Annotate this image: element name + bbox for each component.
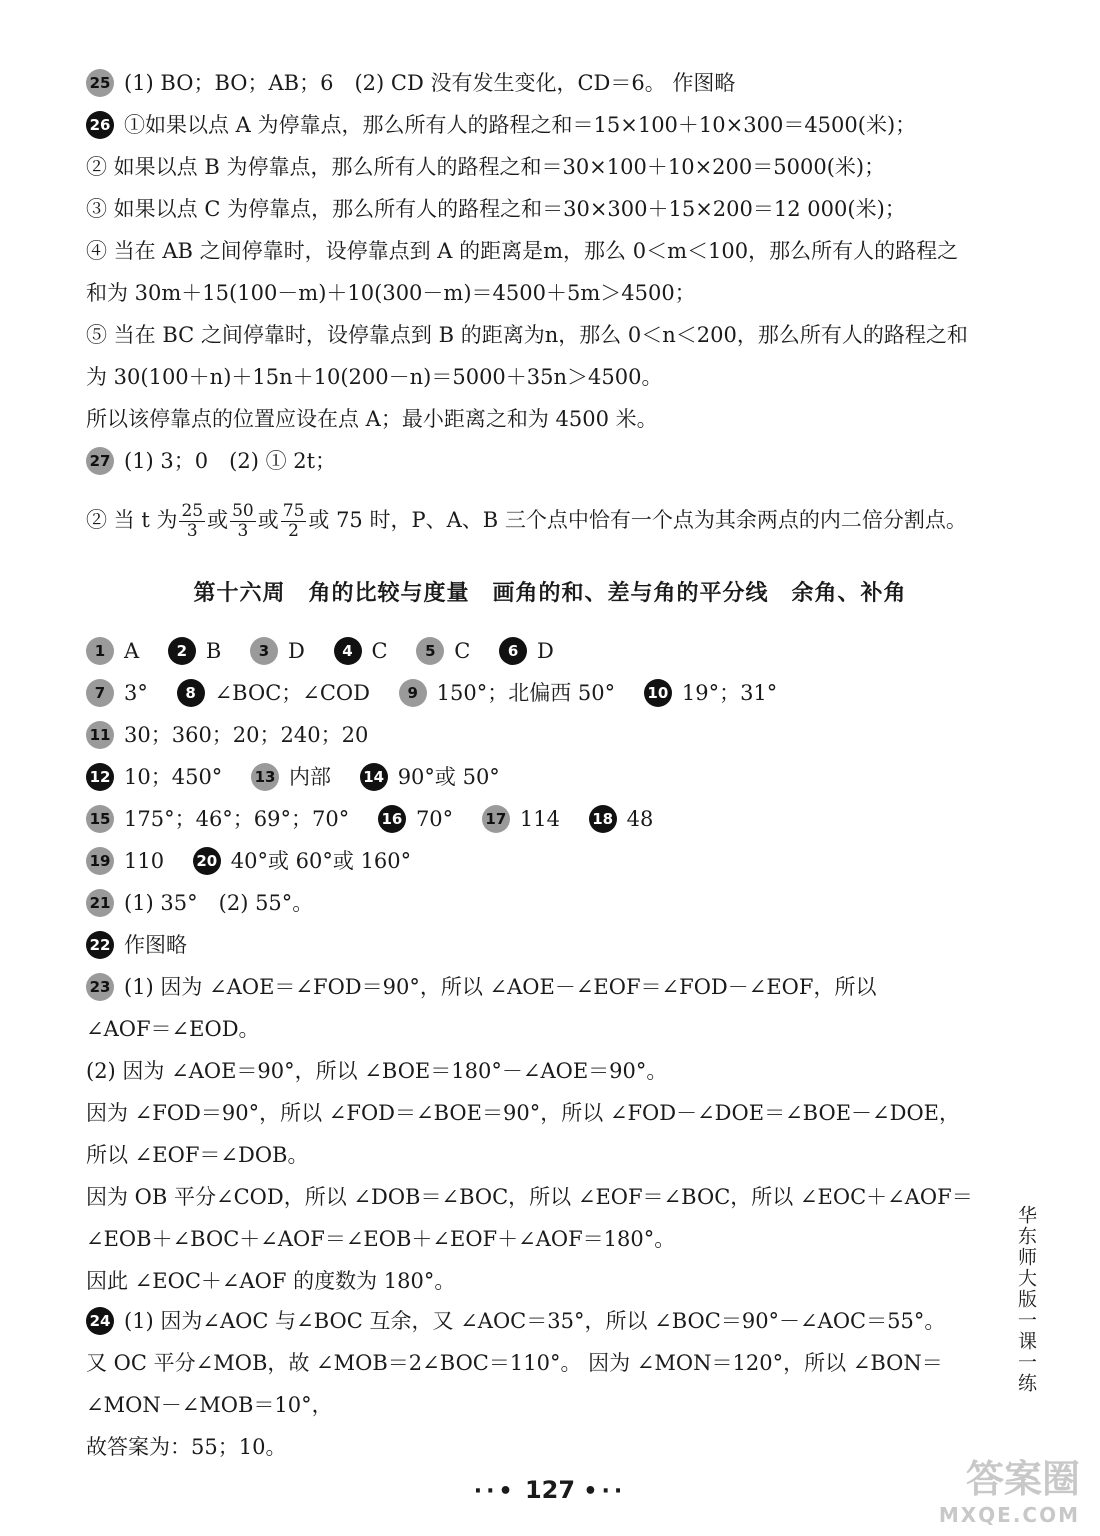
answer-26-line-8: 所以该停靠点的位置应设在点 A；最小距离之和为 4500 米。 [86, 407, 658, 431]
question-number-badge: 19 [86, 847, 114, 875]
answer-23-line-6: 因为 OB 平分∠COD，所以 ∠DOB＝∠BOC，所以 ∠EOF＝∠BOC，所以 ∠EOC＋∠AOF＝ [86, 1185, 973, 1209]
answer-text: 3° [124, 681, 148, 705]
answer-text: D [287, 639, 305, 663]
answer-23-line-2: ∠AOF＝∠EOD。 [86, 1017, 260, 1041]
answer-text: 或 75 时，P、A、B 三个点中恰有一个点为其余两点的内二倍分割点。 [308, 508, 967, 532]
answer-23-line-1 [86, 972, 1040, 1003]
section-title: 第十六周 角的比较与度量 画角的和、差与角的平分线 余角、补角 [193, 580, 907, 606]
answer-27-line-1 [86, 446, 1040, 477]
answer-text: 150°；北偏西 50° [436, 681, 616, 705]
question-number-badge: 2 [168, 637, 196, 665]
answer-text: ∠BOC；∠COD [214, 681, 370, 705]
answer-text: (1) 因为∠AOC 与∠BOC 互余，又 ∠AOC＝35°，所以 ∠BOC＝90°－∠AOC＝55°。 [124, 1309, 946, 1333]
fraction [281, 502, 307, 541]
decorative-dots: •·· [583, 1479, 627, 1504]
question-number-badge: 4 [334, 637, 362, 665]
answer-26-line-2: ② 如果以点 B 为停靠点，那么所有人的路程之和＝30×100＋10×200＝5000(米)； [86, 155, 886, 179]
numerator: 75 [282, 501, 305, 521]
page-number: 127 [524, 1476, 576, 1504]
answer-26-line-3: ③ 如果以点 C 为停靠点，那么所有人的路程之和＝30×300＋15×200＝12 000(米)； [86, 197, 906, 221]
answer-text: 19°；31° [681, 681, 778, 705]
question-number-badge: 1 [86, 637, 114, 665]
answer-23-line-3: (2) 因为 ∠AOE＝90°，所以 ∠BOE＝180°－∠AOE＝90°。 [86, 1059, 668, 1083]
answer-text: D [537, 639, 554, 663]
answer-text: 40°或 60°或 160° [230, 849, 412, 873]
question-number-badge: 21 [86, 889, 114, 917]
answers-19-20 [86, 846, 1040, 877]
answer-text: C [371, 639, 388, 663]
answer-23-line-4: 因为 ∠FOD＝90°，所以 ∠FOD＝∠BOE＝90°，所以 ∠FOD－∠DOE＝∠BOE－∠DOE， [86, 1101, 961, 1125]
answer-text: (1) 因为 ∠AOE＝∠FOD＝90°，所以 ∠AOE－∠EOF＝∠FOD－∠EOF，所以 [124, 975, 877, 999]
answer-23-line-5: 所以 ∠EOF＝∠DOB。 [86, 1143, 309, 1167]
answer-24-line-1 [86, 1306, 1040, 1337]
answer-11 [86, 720, 1040, 751]
watermark-text: 答案圈 [965, 1457, 1080, 1501]
or-text: 或 [207, 508, 229, 532]
answers-7-10 [86, 678, 1040, 709]
question-number-badge: 12 [86, 763, 114, 791]
question-number-badge: 16 [378, 805, 406, 833]
answer-text: ①如果以点 A 为停靠点，那么所有人的路程之和＝15×100＋10×300＝4500(米)； [124, 113, 917, 137]
question-number-badge: 14 [360, 763, 388, 791]
numerator: 50 [232, 501, 254, 521]
answer-text: B [205, 639, 222, 663]
watermark-url: MXQE.COM [938, 1503, 1080, 1527]
question-number-badge: 8 [177, 679, 205, 707]
question-number-badge: 9 [399, 679, 427, 707]
or-text: 或 [257, 508, 279, 532]
answer-text: 30；360；20；240；20 [124, 723, 369, 747]
answer-26-line-6: ⑤ 当在 BC 之间停靠时，设停靠点到 B 的距离为n，那么 0＜n＜200，那么所有人的路程之和 [86, 323, 968, 347]
fraction [179, 502, 205, 541]
answer-26-line-5: 和为 30m＋15(100－m)＋10(300－m)＝4500＋5m＞4500； [86, 281, 696, 305]
answer-text: 内部 [289, 765, 331, 789]
answer-text: C [454, 639, 471, 663]
answers-15-18 [86, 804, 1040, 835]
question-number-badge: 23 [86, 973, 114, 1001]
question-number-badge: 10 [644, 679, 672, 707]
book-series-label: 华东师大版一课一练 [1015, 1205, 1037, 1394]
answer-23-line-8: 因此 ∠EOC＋∠AOF 的度数为 180°。 [86, 1269, 456, 1293]
answer-23-line-7: ∠EOB＋∠BOC＋∠AOF＝∠EOB＋∠EOF＋∠AOF＝180°。 [86, 1227, 676, 1251]
answer-text: 48 [626, 807, 654, 831]
answer-text: 10；450° [124, 765, 223, 789]
answer-text: 90°或 50° [397, 765, 500, 789]
numerator: 25 [181, 501, 204, 521]
answer-text: 110 [124, 849, 165, 873]
question-number-badge: 20 [193, 847, 221, 875]
answer-text: 70° [415, 807, 454, 831]
question-number-badge: 22 [86, 931, 114, 959]
question-number-badge: 18 [589, 805, 617, 833]
question-number-badge: 25 [86, 69, 114, 97]
question-number-badge: 24 [86, 1307, 114, 1335]
answer-21 [86, 888, 1040, 919]
answer-text: ② 当 t 为 [86, 508, 178, 532]
question-number-badge: 27 [86, 447, 114, 475]
question-number-badge: 17 [482, 805, 510, 833]
answer-27-line-2 [86, 500, 1040, 541]
question-number-badge: 3 [250, 637, 278, 665]
answer-25 [86, 68, 1040, 99]
answer-26-line-1 [86, 110, 1040, 141]
answer-22 [86, 930, 1040, 961]
answer-text: 作图略 [124, 933, 187, 957]
answer-24-line-4: 故答案为：55；10。 [86, 1435, 287, 1459]
answers-12-14 [86, 762, 1040, 793]
answer-text: (1) 3；0 (2) ① 2t； [124, 449, 337, 473]
question-number-badge: 26 [86, 111, 114, 139]
answer-text: 114 [519, 807, 560, 831]
answers-1-6 [86, 636, 1040, 667]
question-number-badge: 6 [499, 637, 527, 665]
question-number-badge: 11 [86, 721, 114, 749]
question-number-badge: 13 [251, 763, 279, 791]
answer-text: (1) 35° (2) 55°。 [124, 891, 314, 915]
answer-26-line-7: 为 30(100＋n)＋15n＋10(200－n)＝5000＋35n＞4500。 [86, 365, 663, 389]
answer-text: A [124, 639, 140, 663]
watermark-logo [910, 1448, 1080, 1528]
fraction [230, 502, 256, 541]
answer-text: 175°；46°；69°；70° [124, 807, 350, 831]
denominator: 3 [186, 521, 198, 541]
decorative-dots: ··• [473, 1479, 517, 1504]
answer-24-line-2: 又 OC 平分∠MOB，故 ∠MOB＝2∠BOC＝110°。 因为 ∠MON＝120°，所以 ∠BON＝ [86, 1351, 943, 1375]
denominator: 2 [288, 521, 299, 541]
answer-24-line-3: ∠MON－∠MOB＝10°， [86, 1393, 333, 1417]
answer-26-line-4: ④ 当在 AB 之间停靠时，设停靠点到 A 的距离是m，那么 0＜m＜100，那么所有人的路程之 [86, 239, 959, 263]
denominator: 3 [237, 521, 249, 541]
answer-text: (1) BO；BO；AB；6 (2) CD 没有发生变化，CD＝6。 作图略 [124, 71, 736, 95]
question-number-badge: 5 [416, 637, 444, 665]
question-number-badge: 15 [86, 805, 114, 833]
question-number-badge: 7 [86, 679, 114, 707]
